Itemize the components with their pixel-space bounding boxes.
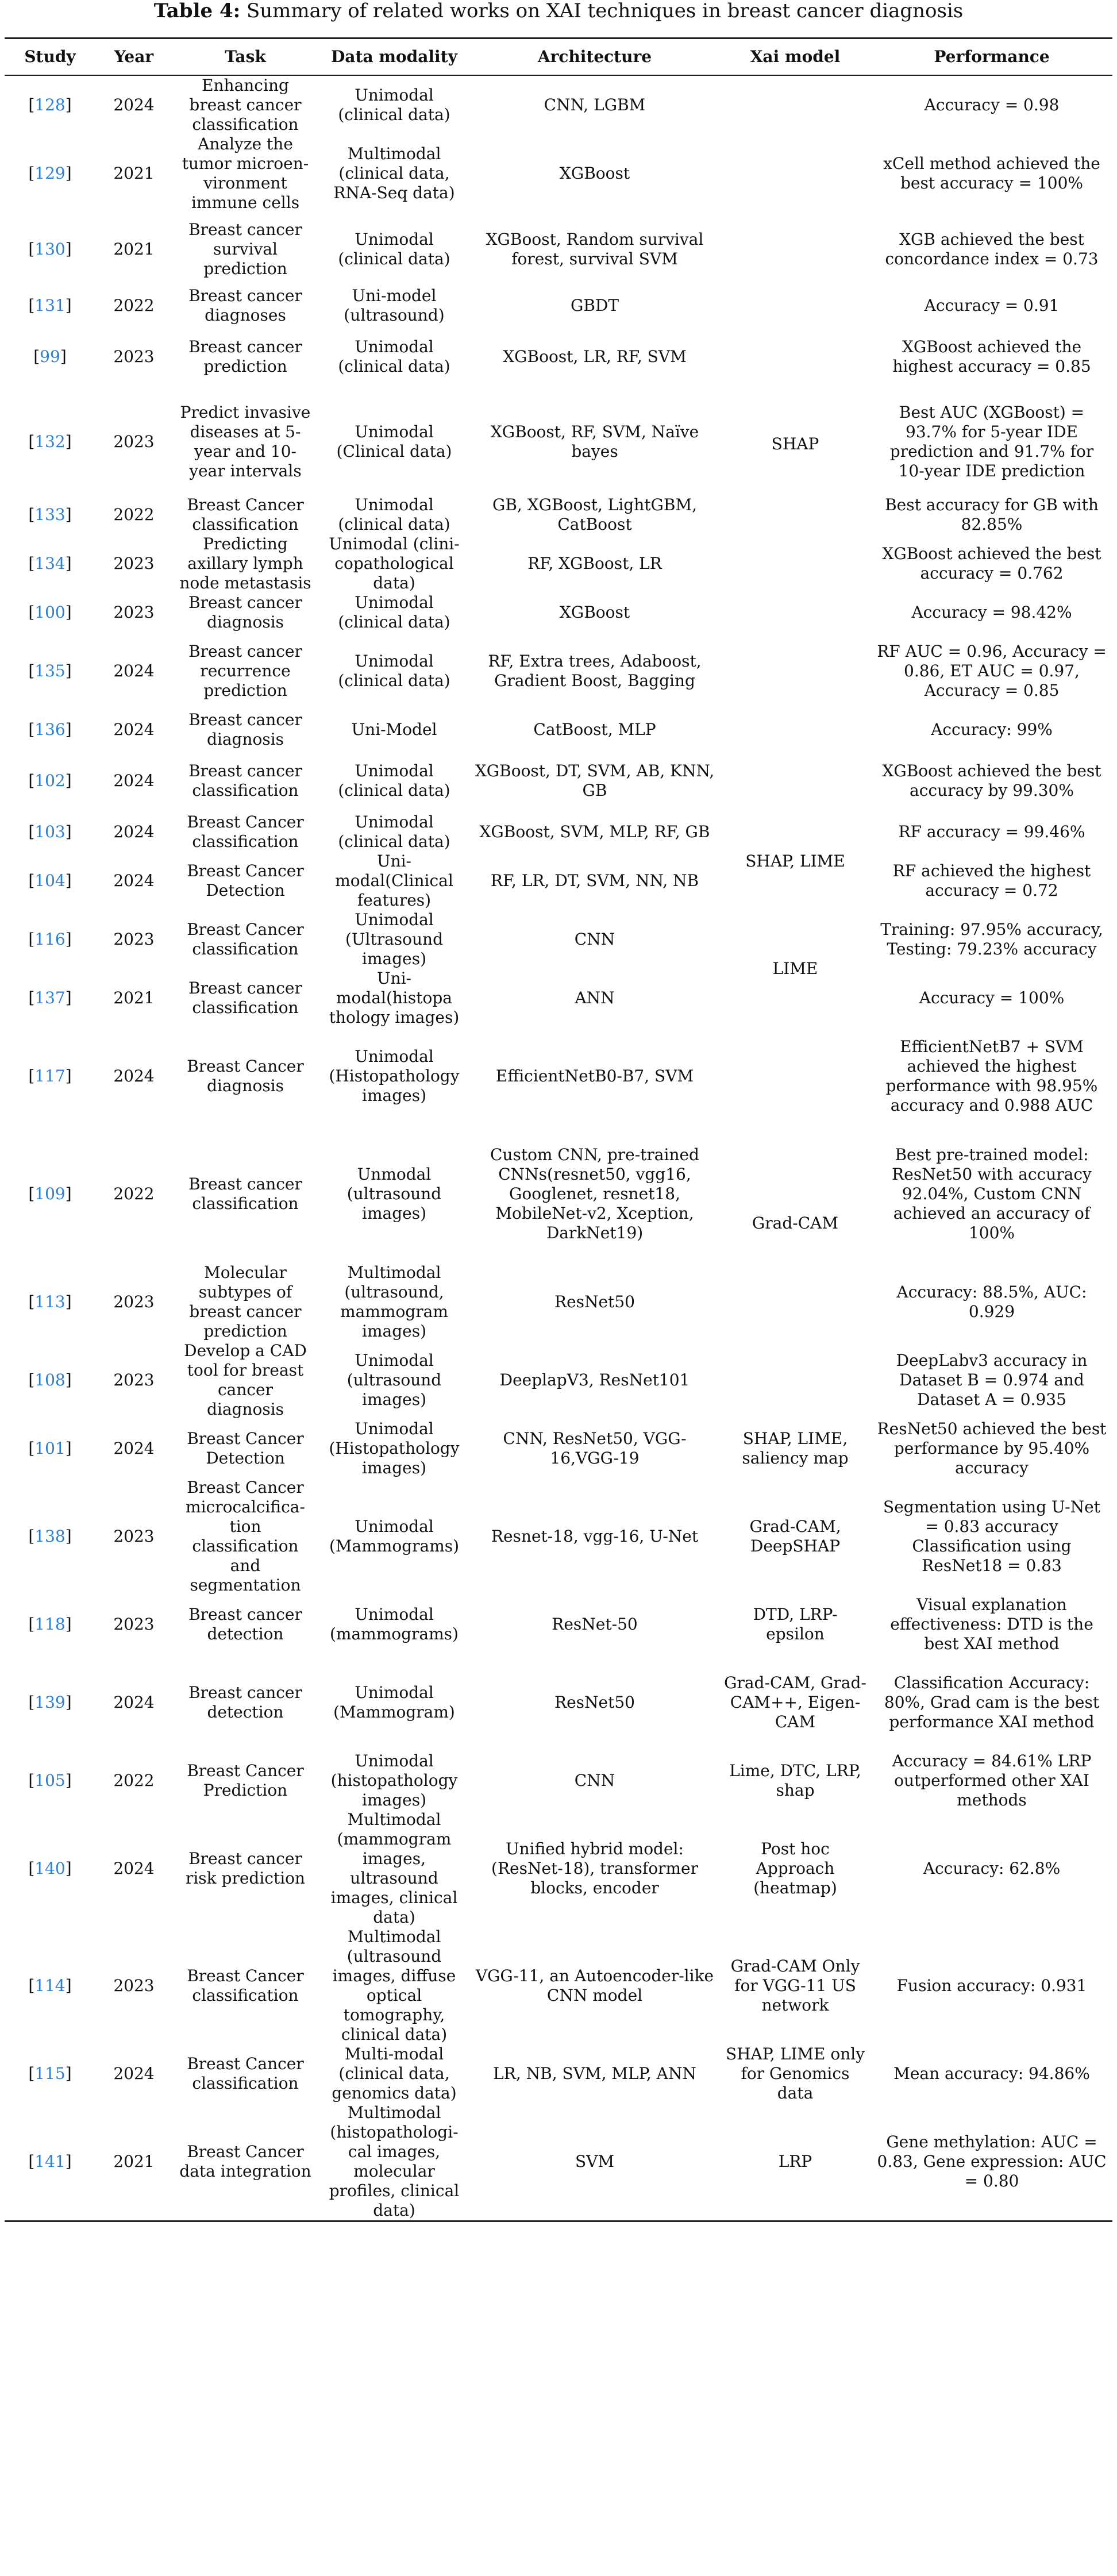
cell-performance: Gene methylation: AUC = 0.83, Gene expression: AUC = 0.80 <box>871 2103 1112 2221</box>
cell-study: [138] <box>28 1527 72 1546</box>
cell-architecture: XGBoost, Random survival forest, survival SVM <box>486 230 704 268</box>
cell-task: Breast Cancer Detection <box>187 861 304 900</box>
citation-link[interactable]: 139 <box>34 1693 66 1712</box>
cell-performance: Fusion accuracy: 0.931 <box>896 1976 1087 1995</box>
cell-architecture: GBDT <box>570 296 619 315</box>
cell-performance: Best pre-trained model: ResNet50 with accuracy 92.04%, Custom CNN achieved an accuracy of 100% <box>892 1145 1092 1242</box>
cell-architecture: RF, XGBoost, LR <box>527 554 662 573</box>
cell-study: [115] <box>28 2064 72 2083</box>
cell-task: Develop a CAD tool for breast cancer diagnosis <box>184 1341 307 1419</box>
cell-study: [100] <box>28 603 72 622</box>
cell-architecture: GB, XGBoost, LightGBM, CatBoost <box>492 495 698 534</box>
cell-study: [116] <box>28 930 72 949</box>
citation-link[interactable]: 118 <box>34 1615 66 1634</box>
cell-data-modality: Uni-modal(histopa thology images) <box>329 969 460 1027</box>
cell-performance: EfficientNetB7 + SVM achieved the highest performance with 98.95% accuracy and 0.988 AUC <box>885 1037 1098 1115</box>
cell-data-modality: Unimodal (Mammogram) <box>333 1683 455 1722</box>
cell-study: [128] <box>28 95 72 114</box>
cell-task: Breast cancer diagnosis <box>188 593 302 632</box>
cell-study: [141] <box>5 2103 95 2221</box>
cell-study: [132] <box>28 432 72 451</box>
cell-data-modality: Multi-modal (clinical data, genomics data) <box>332 2044 457 2103</box>
cell-year: 2024 <box>113 95 155 114</box>
cell-performance: Accuracy = 100% <box>919 988 1065 1007</box>
table-row <box>5 388 1112 495</box>
cell-year: 2023 <box>113 1615 155 1634</box>
cell-task: Breast cancer risk prediction <box>185 1849 306 1888</box>
cell-data-modality: Unimodal (clinical data) <box>338 761 450 800</box>
cell-year: 2022 <box>113 1771 155 1790</box>
cell-year: 2021 <box>95 2103 172 2221</box>
cell-performance: RF accuracy = 99.46% <box>898 822 1085 841</box>
cell-task: Breast cancer detection <box>188 1605 302 1643</box>
cell-task: Molecular subtypes of breast cancer prediction <box>189 1263 302 1341</box>
table-caption <box>0 0 1117 23</box>
cell-data-modality: Unimodal (clinical data) <box>338 495 450 534</box>
cell-xai-model: SHAP, LIME only for Genomics data <box>725 2044 865 2103</box>
cell-architecture: ANN <box>575 988 615 1007</box>
header-task: Task <box>172 38 318 76</box>
table-row <box>5 1927 1112 2044</box>
cell-architecture: XGBoost, RF, SVM, Naïve bayes <box>490 422 699 461</box>
cell-year: 2021 <box>113 240 155 259</box>
citation-link[interactable]: 136 <box>34 720 66 739</box>
cell-year: 2022 <box>113 505 155 524</box>
cell-year: 2023 <box>113 1527 155 1546</box>
cell-task: Breast Cancer classification <box>187 2054 304 2093</box>
cell-task: Predict invasive diseases at 5-year and 10-year intervals <box>180 403 311 480</box>
cell-year: 2024 <box>113 1066 155 1085</box>
table-row <box>5 1341 1112 1419</box>
citation-link[interactable]: 117 <box>34 1066 66 1085</box>
cell-year: 2023 <box>113 1976 155 1995</box>
cell-study: [114] <box>28 1976 72 1995</box>
header-performance: Performance <box>871 38 1112 76</box>
cell-task: Breast Cancer classification <box>187 920 304 958</box>
table-row <box>5 593 1112 632</box>
cell-data-modality: Unimodal (Histopathology images) <box>329 1047 460 1105</box>
cell-task: Breast Cancer classification <box>187 813 304 851</box>
cell-architecture: EfficientNetB0-B7, SVM <box>495 1066 694 1085</box>
cell-architecture: ResNet-50 <box>552 1615 638 1634</box>
cell-year: 2023 <box>113 347 155 366</box>
cell-architecture: RF, Extra trees, Adaboost, Gradient Boost, Bagging <box>488 652 702 690</box>
cell-xai-model: SHAP, LIME, saliency map <box>742 1429 849 1468</box>
citation-link[interactable]: 138 <box>34 1527 66 1546</box>
cell-xai-model: DTD, LRP-epsilon <box>753 1605 838 1643</box>
header-study: Study <box>5 38 95 76</box>
cell-architecture: SVM <box>470 2103 719 2221</box>
cell-performance: Training: 97.95% accuracy, Testing: 79.23% accuracy <box>880 920 1103 958</box>
cell-xai-model: LRP <box>719 2103 871 2221</box>
citation-link[interactable]: 99 <box>40 347 60 366</box>
cell-data-modality: Unimodal (Clinical data) <box>336 422 452 461</box>
cell-study: [108] <box>28 1370 72 1389</box>
cell-performance: Accuracy: 99% <box>931 720 1053 739</box>
cell-task: Breast Cancer diagnosis <box>187 1057 304 1095</box>
cell-data-modality: Unimodal (clinical data) <box>338 813 450 851</box>
cell-data-modality: Multimodal (histopathologi-cal images, molecular profiles, clinical data) <box>318 2103 470 2221</box>
cell-year: 2023 <box>113 930 155 949</box>
cell-year: 2024 <box>113 871 155 890</box>
cell-data-modality: Multimodal (clinical data, RNA-Seq data) <box>333 144 455 202</box>
citation-link[interactable]: 103 <box>34 822 66 841</box>
table-row <box>5 325 1112 388</box>
table-row <box>5 632 1112 710</box>
table-row <box>5 495 1112 534</box>
cell-performance: Classification Accuracy: 80%, Grad cam is the best performance XAI method <box>884 1673 1100 1731</box>
cell-performance: Best accuracy for GB with 82.85% <box>885 495 1099 534</box>
cell-task: Breast cancer diagnosis <box>188 710 302 749</box>
cell-study: [118] <box>28 1615 72 1634</box>
table-row <box>5 75 1112 134</box>
citation-link[interactable]: 116 <box>34 930 66 949</box>
cell-architecture: XGBoost, DT, SVM, AB, KNN, GB <box>475 761 715 800</box>
cell-study: [105] <box>28 1771 72 1790</box>
cell-study: [104] <box>28 871 72 890</box>
cell-data-modality: Uni-Model <box>351 720 437 739</box>
cell-data-modality: Multimodal (ultrasound images, diffuse optical tomography, clinical data) <box>332 1927 456 2044</box>
cell-task: Breast Cancer microcalcifica-tion classification and segmentation <box>186 1478 305 1595</box>
cell-task: Breast Cancer classification <box>187 1966 304 2005</box>
cell-architecture: CNN, LGBM <box>544 95 646 114</box>
cell-task: Enhancing breast cancer classification <box>189 76 302 134</box>
header-year: Year <box>95 38 172 76</box>
cell-architecture: XGBoost <box>559 164 630 183</box>
cell-performance: XGBoost achieved the highest accuracy = 0.85 <box>892 337 1091 376</box>
citation-link[interactable]: 134 <box>34 554 66 573</box>
cell-data-modality: Unimodal (Ultrasound images) <box>345 910 444 968</box>
cell-data-modality: Multimodal (mammogram images, ultrasound images, clinical data) <box>330 1810 458 1927</box>
cell-performance: XGB achieved the best concordance index = 0.73 <box>885 230 1099 268</box>
table-row <box>5 534 1112 593</box>
cell-performance: Visual explanation effectiveness: DTD is the best XAI method <box>890 1595 1093 1653</box>
table-row <box>5 1125 1112 1263</box>
cell-study: [131] <box>28 296 72 315</box>
table-header-row <box>5 38 1112 76</box>
cell-architecture: CNN <box>574 1771 615 1790</box>
cell-architecture: CNN <box>574 930 615 949</box>
cell-data-modality: Unimodal (clinical data) <box>338 337 450 376</box>
cell-year: 2024 <box>113 1693 155 1712</box>
cell-performance: Accuracy = 98.42% <box>911 603 1072 622</box>
cell-data-modality: Unimodal (clinical data) <box>338 652 450 690</box>
cell-year: 2024 <box>113 1439 155 1458</box>
cell-performance: Mean accuracy: 94.86% <box>893 2064 1090 2083</box>
cell-year: 2022 <box>113 296 155 315</box>
cell-year: 2024 <box>113 1859 155 1878</box>
cell-year: 2023 <box>113 1292 155 1311</box>
cell-year: 2023 <box>113 432 155 451</box>
cell-performance: Best AUC (XGBoost) = 93.7% for 5-year IDE prediction and 91.7% for 10-year IDE prediction <box>889 403 1094 480</box>
citation-link[interactable]: 102 <box>34 771 66 790</box>
cell-data-modality: Unmodal (ultrasound images) <box>346 1165 442 1223</box>
cell-study: [140] <box>28 1859 72 1878</box>
cell-xai-model: Grad-CAM <box>752 1214 839 1233</box>
cell-year: 2024 <box>113 771 155 790</box>
cell-performance: XGBoost achieved the best accuracy by 99.30% <box>882 761 1101 800</box>
cell-performance: RF AUC = 0.96, Accuracy = 0.86, ET AUC = 0.97, Accuracy = 0.85 <box>877 642 1107 700</box>
cell-xai-model: Grad-CAM, Grad-CAM++, Eigen-CAM <box>724 1673 866 1731</box>
cell-task: Breast cancer survival prediction <box>188 220 302 278</box>
cell-year: 2024 <box>113 2064 155 2083</box>
table-row <box>5 1027 1112 1125</box>
header-xai-model: Xai model <box>719 38 871 76</box>
cell-study: [117] <box>28 1066 72 1085</box>
cell-study: [139] <box>28 1693 72 1712</box>
table-row <box>5 1810 1112 1927</box>
cell-data-modality: Uni-modal(Clinical features) <box>335 852 453 910</box>
cell-architecture: RF, LR, DT, SVM, NN, NB <box>490 871 699 890</box>
citation-link[interactable]: 130 <box>34 240 66 259</box>
cell-task: Breast Cancer Prediction <box>187 1761 304 1800</box>
cell-performance: Segmentation using U-Net = 0.83 accuracy Classification using ResNet18 = 0.83 <box>883 1497 1100 1575</box>
cell-architecture: XGBoost, SVM, MLP, RF, GB <box>479 822 710 841</box>
table-body <box>5 75 1112 2221</box>
cell-study: [102] <box>28 771 72 790</box>
citation-link[interactable]: 104 <box>34 871 66 890</box>
table-row <box>5 852 1112 910</box>
cell-xai-model: Post hoc Approach (heatmap) <box>753 1839 837 1897</box>
cell-year: 2023 <box>113 603 155 622</box>
cell-study: [113] <box>28 1292 72 1311</box>
cell-task: Analyze the tumor microen-vironment immune cells <box>182 134 309 212</box>
table-row <box>5 134 1112 213</box>
citation-link[interactable]: 100 <box>34 603 66 622</box>
cell-task: Breast cancer recurrence prediction <box>188 642 302 700</box>
header-data-modality: Data modality <box>318 38 470 76</box>
citation-link[interactable]: 128 <box>34 95 66 114</box>
cell-year: 2022 <box>113 1184 155 1203</box>
cell-task: Breast Cancer Detection <box>187 1429 304 1468</box>
cell-data-modality: Multimodal (ultrasound, mammogram images) <box>340 1263 448 1341</box>
cell-year: 2023 <box>113 1370 155 1389</box>
cell-performance: XGBoost achieved the best accuracy = 0.762 <box>882 544 1101 583</box>
cell-xai-model: SHAP, LIME <box>745 852 845 871</box>
cell-task: Breast cancer prediction <box>188 337 302 376</box>
table-row <box>5 1419 1112 1478</box>
citation-link[interactable]: 108 <box>34 1370 66 1389</box>
cell-xai-model: Lime, DTC, LRP, shap <box>729 1761 861 1800</box>
cell-data-modality: Unimodal (Mammograms) <box>329 1517 460 1555</box>
cell-study: [103] <box>28 822 72 841</box>
citation-link[interactable]: 131 <box>34 296 66 315</box>
cell-data-modality: Unimodal (Histopathology images) <box>329 1419 460 1477</box>
citation-link[interactable]: 137 <box>34 988 66 1007</box>
cell-study: [129] <box>28 164 72 183</box>
cell-study: [109] <box>28 1184 72 1203</box>
cell-study: [99] <box>33 347 67 366</box>
cell-year: 2023 <box>113 554 155 573</box>
citation-link[interactable]: 132 <box>34 432 66 451</box>
table-row <box>5 813 1112 852</box>
table-row <box>5 1478 1112 1595</box>
cell-architecture: ResNet50 <box>554 1292 635 1311</box>
table-row <box>5 710 1112 749</box>
cell-data-modality: Uni-model (ultrasound) <box>344 286 445 325</box>
table-row <box>5 749 1112 813</box>
citation-link[interactable]: 105 <box>34 1771 66 1790</box>
cell-architecture: XGBoost <box>559 603 630 622</box>
cell-performance: xCell method achieved the best accuracy = 100% <box>883 154 1100 192</box>
table-row <box>5 910 1112 969</box>
cell-data-modality: Unimodal (clini-copathological data) <box>329 534 460 592</box>
table-row <box>5 1263 1112 1341</box>
cell-architecture: VGG-11, an Autoencoder-like CNN model <box>475 1966 714 2005</box>
cell-task: Breast Cancer data integration <box>172 2103 318 2221</box>
citation-link[interactable]: 133 <box>34 505 66 524</box>
table-row <box>5 1595 1112 1654</box>
table-row <box>5 286 1112 325</box>
cell-xai-model: Grad-CAM Only for VGG-11 US network <box>730 1957 860 2015</box>
cell-architecture: CNN, ResNet50, VGG-16,VGG-19 <box>503 1429 687 1468</box>
citation-link[interactable]: 141 <box>34 2152 66 2171</box>
table-caption-text: Summary of related works on XAI techniques in breast cancer diagnosis <box>246 0 964 22</box>
cell-task: Breast Cancer classification <box>187 495 304 534</box>
cell-data-modality: Unimodal (clinical data) <box>338 593 450 632</box>
cell-task: Predicting axillary lymph node metastasis <box>179 534 311 592</box>
cell-architecture: Resnet-18, vgg-16, U-Net <box>491 1527 699 1546</box>
cell-task: Breast cancer diagnoses <box>188 286 302 325</box>
table-caption-label: Table 4: <box>153 0 241 22</box>
table-row <box>5 2103 1112 2221</box>
citation-link[interactable]: 113 <box>34 1292 66 1311</box>
table-row <box>5 969 1112 1027</box>
cell-data-modality: Unimodal (histopathology images) <box>330 1751 458 1809</box>
cell-task: Breast cancer classification <box>188 761 302 800</box>
cell-study: [136] <box>28 720 72 739</box>
cell-task: Breast cancer classification <box>188 979 302 1017</box>
table-row <box>5 1654 1112 1751</box>
table-row <box>5 2044 1112 2103</box>
cell-study: [135] <box>28 661 72 680</box>
cell-performance: Accuracy = 84.61% LRP outperformed other XAI methods <box>892 1751 1092 1809</box>
cell-task: Breast cancer detection <box>188 1683 302 1722</box>
cell-performance: DeepLabv3 accuracy in Dataset B = 0.974 and Dataset A = 0.935 <box>896 1351 1088 1409</box>
cell-data-modality: Unimodal (clinical data) <box>338 230 450 268</box>
cell-architecture: DeeplapV3, ResNet101 <box>499 1370 690 1389</box>
cell-performance: Accuracy: 88.5%, AUC: 0.929 <box>896 1283 1087 1321</box>
cell-architecture: CatBoost, MLP <box>533 720 656 739</box>
citation-link[interactable]: 114 <box>34 1976 66 1995</box>
xai-summary-table <box>5 37 1112 2222</box>
cell-architecture: Unified hybrid model: (ResNet-18), transformer blocks, encoder <box>491 1839 698 1897</box>
cell-performance: ResNet50 achieved the best performance by 95.40% accuracy <box>877 1419 1107 1477</box>
cell-study: [134] <box>28 554 72 573</box>
cell-study: [101] <box>28 1439 72 1458</box>
cell-year: 2024 <box>113 661 155 680</box>
citation-link[interactable]: 101 <box>34 1439 66 1458</box>
cell-xai-model: SHAP <box>771 434 819 453</box>
cell-study: [137] <box>28 988 72 1007</box>
cell-performance: Accuracy = 0.98 <box>924 95 1060 114</box>
cell-architecture: XGBoost, LR, RF, SVM <box>503 347 687 366</box>
cell-year: 2021 <box>113 164 155 183</box>
cell-performance: Accuracy = 0.91 <box>924 296 1060 315</box>
cell-data-modality: Unimodal (mammograms) <box>330 1605 459 1643</box>
cell-year: 2024 <box>113 822 155 841</box>
citation-link[interactable]: 135 <box>34 661 66 680</box>
cell-task: Breast cancer classification <box>188 1175 302 1213</box>
cell-performance: RF achieved the highest accuracy = 0.72 <box>892 861 1091 900</box>
cell-data-modality: Unimodal (clinical data) <box>338 86 450 124</box>
cell-data-modality: Unimodal (ultrasound images) <box>346 1351 442 1409</box>
table-row <box>5 1751 1112 1810</box>
cell-performance: Accuracy: 62.8% <box>923 1859 1061 1878</box>
cell-study: [133] <box>28 505 72 524</box>
citation-link[interactable]: 115 <box>34 2064 66 2083</box>
citation-link[interactable]: 109 <box>34 1184 66 1203</box>
cell-architecture: ResNet50 <box>554 1693 635 1712</box>
cell-xai-model: LIME <box>772 959 818 978</box>
cell-year: 2021 <box>113 988 155 1007</box>
cell-architecture: LR, NB, SVM, MLP, ANN <box>493 2064 696 2083</box>
cell-year: 2024 <box>113 720 155 739</box>
header-architecture: Architecture <box>470 38 719 76</box>
cell-xai-model: Grad-CAM, DeepSHAP <box>749 1517 841 1555</box>
cell-study: [130] <box>28 240 72 259</box>
table-row <box>5 213 1112 286</box>
citation-link[interactable]: 129 <box>34 164 66 183</box>
cell-architecture: Custom CNN, pre-trained CNNs(resnet50, vgg16, Googlenet, resnet18, MobileNet-v2, Xception, DarkNet19) <box>490 1145 699 1242</box>
citation-link[interactable]: 140 <box>34 1859 66 1878</box>
